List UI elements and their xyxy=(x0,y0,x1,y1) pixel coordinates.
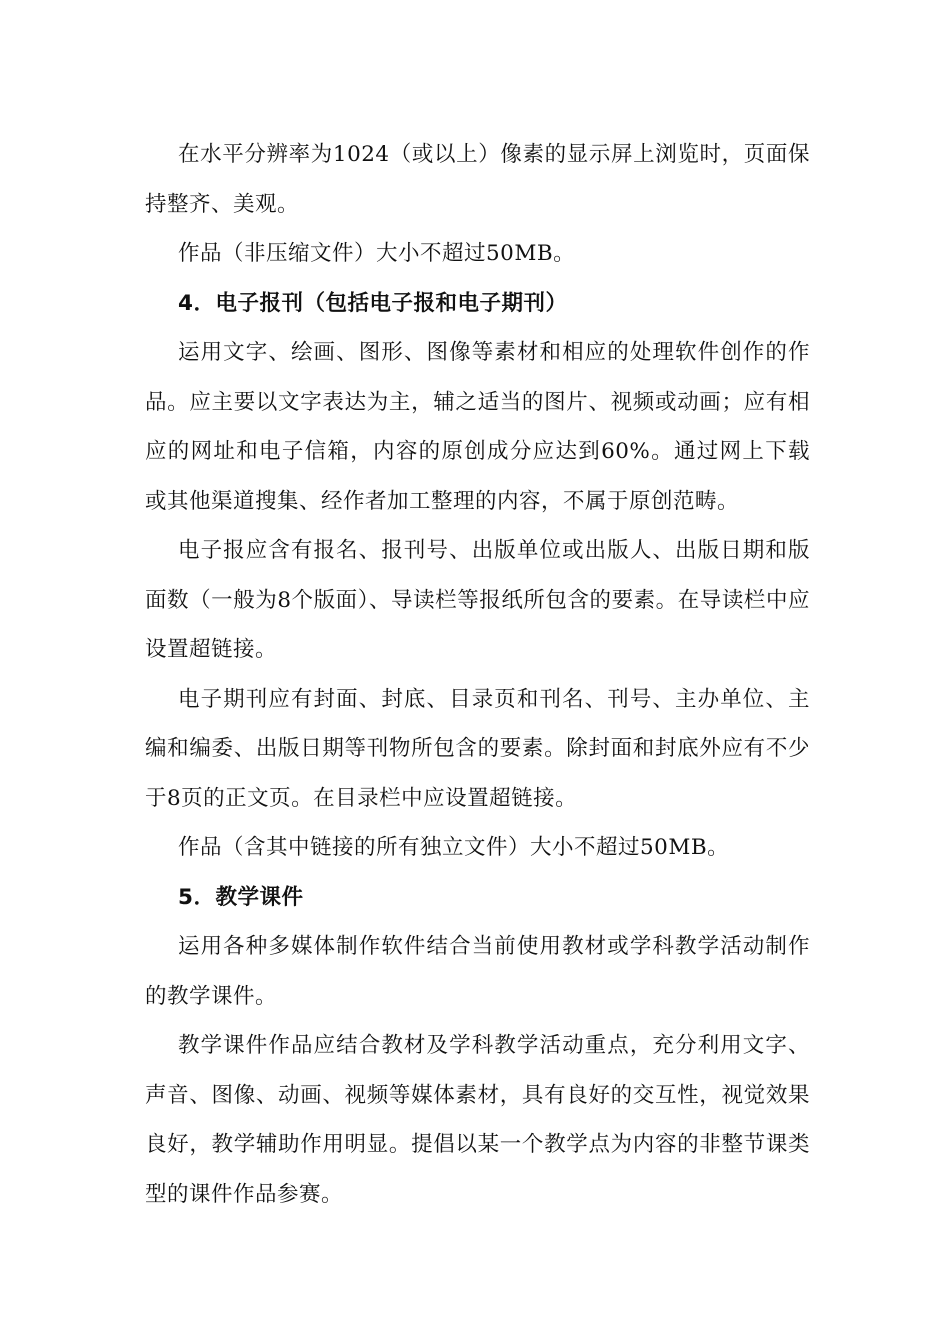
document-body xyxy=(145,130,810,1219)
paragraph-courseware-requirements: 教学课件作品应结合教材及学科教学活动重点，充分利用文字、声音、图像、动画、视频等媒体素材，具有良好的交互性，视觉效果良好，教学辅助作用明显。提倡以某一个教学点为内容的非整节课类型的课件作品参赛。 xyxy=(145,1033,810,1207)
paragraph-courseware-description: 运用各种多媒体制作软件结合当前使用教材或学科教学活动制作的教学课件。 xyxy=(145,934,810,1009)
paragraph-e-journal-description: 运用文字、绘画、图形、图像等素材和相应的处理软件创作的作品。应主要以文字表达为主，辅之适当的图片、视频或动画；应有相应的网址和电子信箱，内容的原创成分应达到60%。通过网上下载或其他渠道搜集、经作者加工整理的内容，不属于原创范畴。 xyxy=(145,340,810,514)
section-heading-courseware: 5．教学课件 xyxy=(178,884,304,910)
paragraph-e-periodical-elements: 电子期刊应有封面、封底、目录页和刊名、刊号、主办单位、主编和编委、出版日期等刊物所包含的要素。除封面和封底外应有不少于8页的正文页。在目录栏中应设置超链接。 xyxy=(145,686,810,811)
section-heading-e-journal: 4．电子报刊（包括电子报和电子期刊） xyxy=(178,290,568,316)
paragraph-display-requirement: 在水平分辨率为1024（或以上）像素的显示屏上浏览时，页面保持整齐、美观。 xyxy=(145,142,810,217)
paragraph-e-newspaper-elements: 电子报应含有报名、报刊号、出版单位或出版人、出版日期和版面数（一般为8个版面）、导读栏等报纸所包含的要素。在导读栏中应设置超链接。 xyxy=(145,538,810,662)
paragraph-size-limit: 作品（非压缩文件）大小不超过50MB。 xyxy=(178,241,576,266)
paragraph-e-journal-size-limit: 作品（含其中链接的所有独立文件）大小不超过50MB。 xyxy=(178,835,730,860)
